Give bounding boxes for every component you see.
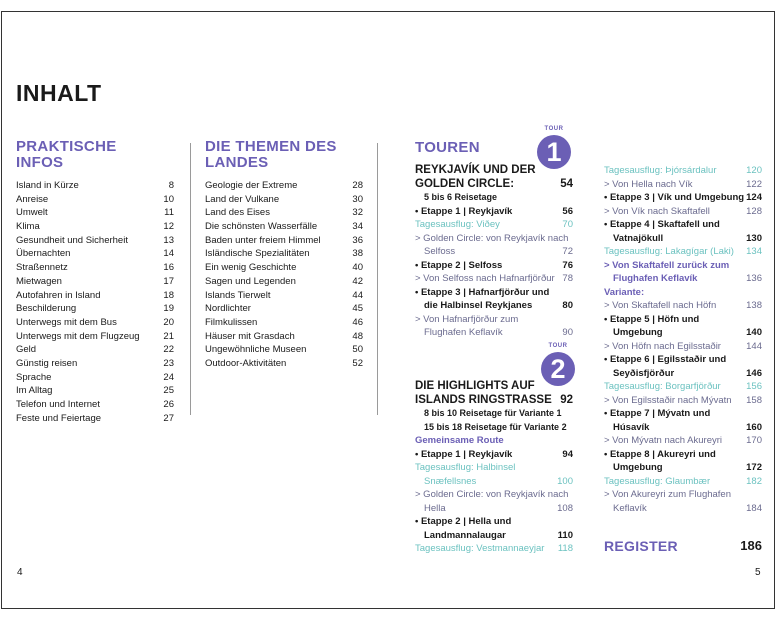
tour-entry-page: 94: [562, 448, 573, 460]
tour-entry-page: 138: [746, 300, 762, 311]
tour-entry-text: Vatnajökull: [613, 232, 664, 244]
tour-entry: [604, 434, 762, 448]
tour-entry-text: • Etappe 3 | Vík und Umgebung: [604, 192, 745, 203]
toc-item-page: 22: [163, 344, 174, 356]
toc-item-page: 18: [163, 289, 174, 301]
tour-entry-text: > Von Skaftafell nach Höfn: [604, 300, 717, 311]
tour-entry: [604, 407, 762, 434]
tour-entry: [415, 313, 573, 340]
tour-entry-page: 136: [746, 273, 762, 284]
tour-entry-page: 130: [746, 232, 762, 244]
tour-entry-page: 54: [560, 177, 573, 190]
tour-entry: [415, 232, 573, 259]
tour-entry: [604, 178, 762, 192]
tour-entry-text: GOLDEN CIRCLE:: [415, 177, 515, 190]
toc-item-page: 10: [163, 193, 174, 205]
tour-entry-text: REYKJAVÍK UND DER: [415, 164, 536, 176]
toc-item: [16, 343, 174, 357]
toc-item-page: 46: [352, 316, 363, 328]
tour-entry-page: 72: [562, 246, 573, 257]
toc-item-label: Straßennetz: [16, 262, 68, 274]
tour-entry-text: Tagesausflug: Borgarfjörður: [604, 381, 721, 392]
toc-item-label: Ein wenig Geschichte: [205, 262, 297, 274]
toc-item: [16, 302, 174, 316]
toc-item-label: Land der Vulkane: [205, 193, 280, 205]
toc-item: [16, 275, 174, 289]
toc-item-page: 20: [163, 316, 174, 328]
tour-entry-page: 124: [746, 192, 762, 203]
toc-item: [205, 247, 363, 261]
toc-item-label: Isländische Spezialitäten: [205, 248, 310, 260]
themes-heading-line1: DIE THEMEN DES: [205, 138, 337, 155]
tour-entry-page: 80: [562, 300, 573, 311]
toc-item-page: 8: [168, 180, 174, 191]
tour-entry-text: • Etappe 2 | Selfoss: [415, 259, 503, 271]
toc-item-label: Beschilderung: [16, 303, 77, 315]
column-divider-2: [377, 143, 378, 415]
tour-entry-text: Tagesausflug: Halbinsel: [415, 462, 516, 473]
column-divider-1: [190, 143, 191, 415]
toc-item-label: Land des Eises: [205, 207, 270, 219]
toc-item: [205, 289, 363, 303]
tour-entry-text: Tagesausflug: Lakagígar (Laki): [604, 246, 734, 257]
page-number-right: 5: [755, 567, 761, 578]
tour-entry-text: • Etappe 2 | Hella und: [415, 516, 512, 527]
tour-entry-text: ISLANDS RINGSTRASSE: [415, 393, 552, 406]
tour-entry-text: > Von Skaftafell zurück zum: [604, 259, 730, 271]
toc-item-page: 44: [352, 289, 363, 301]
tour-entry-text: • Etappe 3 | Hafnarfjörður und: [415, 286, 550, 298]
tour-entry-text: > Golden Circle: von Reykjavík nach: [415, 489, 569, 500]
tour-entry-page: 92: [560, 393, 573, 406]
tour-entry-text: Tagesausflug: Þjórsárdalur: [604, 165, 717, 176]
toc-item-page: 27: [163, 412, 174, 424]
tour-1-badge-number: 1: [546, 137, 562, 167]
toc-item: [205, 179, 363, 193]
tour-entry-page: 76: [562, 259, 573, 271]
tour-entry: [604, 448, 762, 475]
tour-entry-text: • Etappe 8 | Akureyri und: [604, 448, 716, 460]
register-entry: [604, 538, 762, 556]
tour-entry-text: Keflavík: [613, 502, 647, 514]
tour-entry-page: 56: [562, 205, 573, 217]
toc-item-label: Klima: [16, 221, 40, 233]
tour-entry-page: 184: [746, 502, 762, 514]
toc-item-label: Feste und Feiertage: [16, 412, 102, 424]
toc-item-page: 14: [163, 248, 174, 260]
toc-item-page: 34: [352, 221, 363, 233]
toc-item-label: Outdoor-Aktivitäten: [205, 357, 287, 369]
tour-entry-page: 170: [746, 435, 762, 446]
toc-item-label: Unterwegs mit dem Flugzeug: [16, 330, 140, 342]
toc-item: [16, 234, 174, 248]
tour-entry: [604, 218, 762, 245]
toc-item-label: Baden unter freiem Himmel: [205, 234, 321, 246]
tour-entry: [415, 272, 573, 286]
toc-item-label: Sagen und Legenden: [205, 275, 296, 287]
toc-item-page: 36: [352, 234, 363, 246]
toc-item-page: 42: [352, 275, 363, 287]
tour-entry: [415, 542, 573, 556]
toc-item: [205, 206, 363, 220]
tour-entry: [604, 286, 762, 300]
tour-entry: [415, 218, 573, 232]
tour-entry-text: • Etappe 6 | Egilsstaðir und: [604, 354, 727, 365]
tour-entry: [415, 488, 573, 515]
toc-item-label: Günstig reisen: [16, 357, 78, 369]
tour-entry-page: 158: [746, 394, 762, 406]
tour-entry-text: • Etappe 4 | Skaftafell und: [604, 219, 720, 230]
tour-entry-page: 78: [562, 273, 573, 284]
tour-entry-text: Snæfellsnes: [424, 475, 477, 487]
practical-heading: [16, 139, 174, 171]
toc-item: [205, 193, 363, 207]
tour-entry-text: Gemeinsame Route: [415, 435, 504, 446]
tour-entry-text: • Etappe 1 | Reykjavík: [415, 205, 513, 217]
toc-item: [16, 289, 174, 303]
tour-entry: [415, 515, 573, 542]
tour-entry: [415, 191, 573, 205]
tour-entry-page: 70: [562, 219, 573, 230]
tour-entry-page: 140: [746, 327, 762, 338]
toc-item-label: Ungewöhnliche Museen: [205, 344, 307, 356]
tours-heading: TOUREN: [415, 139, 480, 156]
tour-entry-text: Flughafen Keflavík: [424, 327, 503, 338]
tour-entry: [604, 475, 762, 489]
toc-item-label: Häuser mit Grasdach: [205, 330, 295, 342]
toc-item: [16, 193, 174, 207]
tour-entry-page: 146: [746, 367, 762, 379]
toc-item-page: 12: [163, 221, 174, 233]
themes-heading-line2: LANDES: [205, 154, 269, 171]
register-label: REGISTER: [604, 538, 678, 554]
toc-item-page: 13: [163, 234, 174, 246]
tour-entry-page: 90: [562, 327, 573, 338]
tour-entry: [415, 205, 573, 219]
toc-item: [16, 357, 174, 371]
tour-entry-page: 100: [557, 475, 573, 487]
tour-entry: [604, 313, 762, 340]
tour-entry-page: 128: [746, 205, 762, 217]
tour-entry-text: Umgebung: [613, 327, 663, 338]
tour-entry: [604, 164, 762, 178]
tour-entry: [415, 259, 573, 273]
tour-entry: [415, 461, 573, 488]
practical-list: [16, 179, 174, 425]
tour-entry-text: • Etappe 5 | Höfn und: [604, 313, 700, 325]
tour-entry: [415, 286, 573, 313]
tour-entry: [604, 488, 762, 515]
tour-entry-text: die Halbinsel Reykjanes: [424, 300, 533, 311]
tour-entry: [415, 434, 573, 448]
toc-item: [205, 275, 363, 289]
tour-1-entries: [415, 164, 573, 340]
toc-item-label: Übernachten: [16, 248, 71, 260]
register-page: 186: [740, 538, 762, 553]
toc-item-page: 38: [352, 248, 363, 260]
toc-item-page: 30: [352, 193, 363, 205]
toc-item-label: Nordlichter: [205, 303, 251, 315]
tour-entry-text: 15 bis 18 Reisetage für Variante 2: [424, 421, 567, 432]
toc-item-page: 25: [163, 385, 174, 397]
tour-entry-text: > Golden Circle: von Reykjavík nach: [415, 232, 569, 244]
tour-entry-text: Selfoss: [424, 246, 456, 257]
toc-item-label: Island in Kürze: [16, 180, 79, 191]
tour-entry-text: Hella: [424, 502, 446, 514]
toc-item-label: Islands Tierwelt: [205, 289, 271, 301]
toc-item: [16, 330, 174, 344]
tour-entry: [604, 259, 762, 286]
tour-entry: [604, 380, 762, 394]
toc-item: [205, 330, 363, 344]
toc-item-page: 48: [352, 330, 363, 342]
toc-item-page: 28: [352, 180, 363, 191]
tour-entry-text: Landmannalaugar: [424, 529, 506, 541]
toc-item-page: 26: [163, 399, 174, 410]
tour-1-badge-label: TOUR: [544, 126, 564, 132]
tour-entry: [415, 448, 573, 462]
tour-entry-page: 160: [746, 421, 762, 433]
tour-entry: [415, 407, 573, 421]
tour-entry-page: 110: [557, 529, 573, 541]
tour-entry: [604, 245, 762, 259]
tour-entry: [415, 164, 573, 191]
toc-item-page: 50: [352, 344, 363, 356]
practical-heading-line2: INFOS: [16, 154, 64, 171]
tour-entry-text: > Von Selfoss nach Hafnarfjörður: [415, 273, 555, 284]
toc-item-label: Geologie der Extreme: [205, 180, 298, 191]
tour-entry-text: Seyðisfjörður: [613, 367, 675, 379]
tour-entry: [604, 299, 762, 313]
toc-item-label: Sprache: [16, 371, 52, 383]
toc-item-label: Telefon und Internet: [16, 399, 100, 410]
tour-entry: [604, 205, 762, 219]
tour-entry: [415, 380, 573, 407]
themes-list: [205, 179, 363, 371]
toc-item: [16, 261, 174, 275]
toc-item-label: Gesundheit und Sicherheit: [16, 234, 128, 246]
tour-entry-page: 182: [746, 475, 762, 487]
tour-entry-text: • Etappe 7 | Mývatn und: [604, 408, 711, 419]
toc-item-label: Die schönsten Wasserfälle: [205, 221, 318, 233]
toc-item: [205, 302, 363, 316]
toc-item: [16, 220, 174, 234]
practical-heading-line1: PRAKTISCHE: [16, 138, 117, 155]
tour-entry: [415, 421, 573, 435]
themes-heading: [205, 139, 375, 171]
toc-item-page: 24: [163, 371, 174, 383]
page-title: INHALT: [16, 80, 102, 106]
toc-item-page: 23: [163, 357, 174, 369]
toc-item: [205, 343, 363, 357]
toc-item-label: Autofahren in Island: [16, 289, 101, 301]
toc-item-page: 19: [163, 303, 174, 315]
tour-entry-page: 108: [557, 502, 573, 514]
tour-2-badge-label: TOUR: [548, 343, 568, 349]
tour-entry-text: Tagesausflug: Vestmannaeyjar: [415, 543, 545, 554]
tour-2-entries: [415, 380, 573, 556]
toc-item: [16, 206, 174, 220]
tour-entry-text: > Von Vík nach Skaftafell: [604, 205, 710, 217]
toc-item: [16, 412, 174, 426]
toc-item: [205, 234, 363, 248]
toc-item-label: Geld: [16, 344, 37, 356]
tour-entry: [604, 340, 762, 354]
tour-entry: [604, 394, 762, 408]
toc-item: [205, 357, 363, 371]
toc-item: [16, 316, 174, 330]
tour-entry-text: Umgebung: [613, 462, 663, 473]
tour-entry-text: Flughafen Keflavík: [613, 273, 698, 284]
toc-item-label: Anreise: [16, 193, 49, 205]
toc-item-page: 11: [164, 207, 174, 219]
toc-item: [16, 371, 174, 385]
toc-item-label: Im Alltag: [16, 385, 53, 397]
toc-item: [205, 316, 363, 330]
tour-entry-page: 144: [746, 340, 762, 352]
toc-item: [205, 261, 363, 275]
tour-entry-text: 5 bis 6 Reisetage: [424, 192, 498, 202]
toc-item-label: Mietwagen: [16, 275, 62, 287]
toc-item-page: 16: [163, 262, 174, 274]
toc-item: [205, 220, 363, 234]
tour-entry-text: Variante:: [604, 286, 645, 298]
toc-item-label: Unterwegs mit dem Bus: [16, 316, 117, 328]
toc-item-label: Umwelt: [16, 207, 48, 219]
tour-entry: [604, 191, 762, 205]
tour-entry-page: 134: [746, 246, 762, 257]
toc-item: [16, 384, 174, 398]
tour-entry-text: > Von Hafnarfjörður zum: [415, 313, 519, 325]
tour-2-badge-number: 2: [550, 354, 566, 384]
tour-entry-text: DIE HIGHLIGHTS AUF: [415, 380, 535, 392]
toc-item-page: 40: [352, 262, 363, 274]
tour-entry-text: Tagesausflug: Glaumbær: [604, 475, 711, 487]
tour-entry-page: 156: [746, 381, 762, 392]
toc-item-page: 52: [352, 357, 363, 369]
tour-entry: [604, 353, 762, 380]
tour-entry-text: > Von Hella nach Vík: [604, 178, 693, 190]
page-number-left: 4: [17, 567, 23, 578]
tour-entry-text: > Von Höfn nach Egilsstaðir: [604, 340, 721, 352]
toc-item-label: Filmkulissen: [205, 316, 258, 328]
tour-entry-text: Húsavík: [613, 421, 650, 433]
toc-item: [16, 398, 174, 412]
tour-2-continued-entries: [604, 164, 762, 515]
tour-entry-text: • Etappe 1 | Reykjavík: [415, 448, 513, 460]
tour-entry-text: 8 bis 10 Reisetage für Variante 1: [424, 408, 562, 418]
toc-item: [16, 179, 174, 193]
toc-item-page: 17: [163, 275, 174, 287]
tour-entry-text: Tagesausflug: Viðey: [415, 219, 500, 230]
tour-entry-text: > Von Akureyri zum Flughafen: [604, 489, 732, 500]
toc-item-page: 32: [352, 207, 363, 219]
tour-entry-page: 122: [746, 178, 762, 190]
tour-entry-text: > Von Mývatn nach Akureyri: [604, 435, 723, 446]
tour-entry-page: 120: [746, 165, 762, 176]
toc-item: [16, 247, 174, 261]
tour-entry-text: > Von Egilsstaðir nach Mývatn: [604, 394, 732, 406]
tour-entry-page: 118: [557, 543, 573, 554]
toc-item-page: 21: [163, 330, 174, 342]
toc-item-page: 45: [352, 303, 363, 315]
tour-entry-page: 172: [746, 462, 762, 473]
